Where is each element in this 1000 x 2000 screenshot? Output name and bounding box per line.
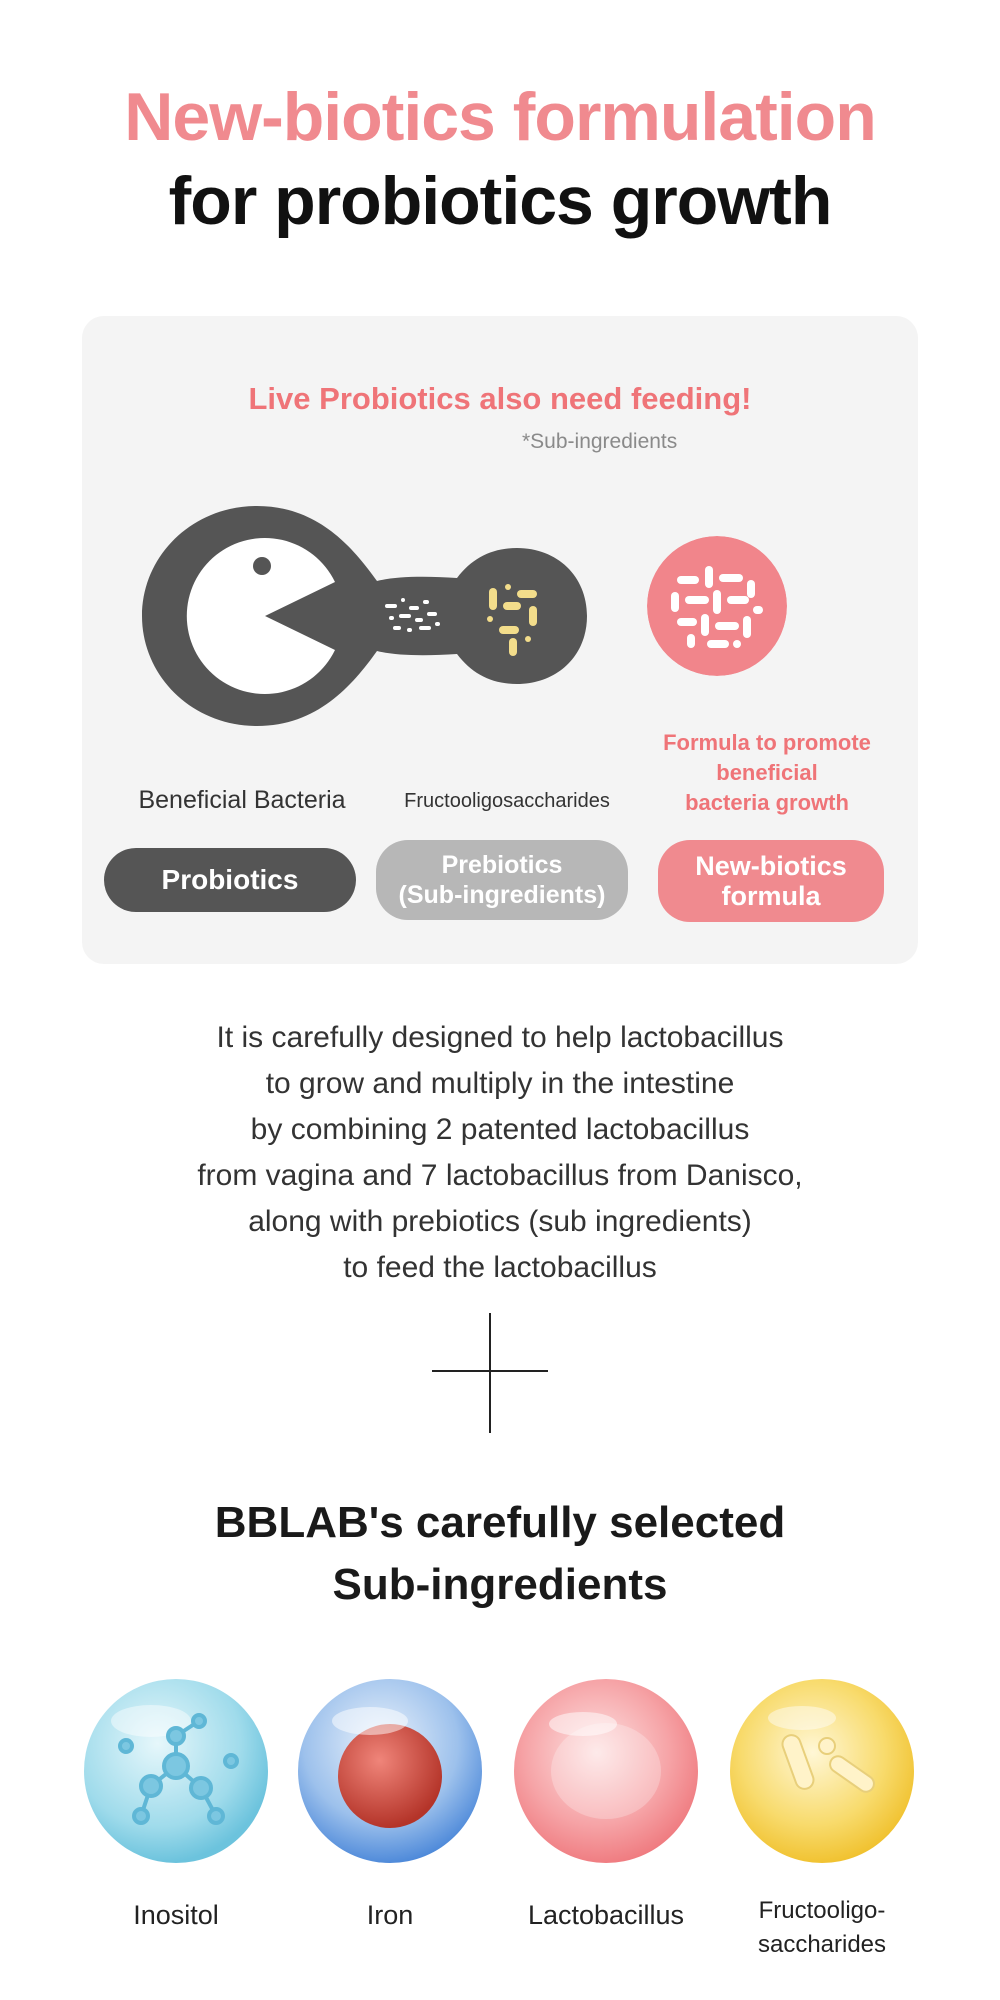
iron-sphere-icon: [295, 1676, 485, 1866]
panel-title: Live Probiotics also need feeding!: [248, 381, 752, 416]
sub-ingredients-title-line1: BBLAB's carefully selected: [214, 1498, 786, 1547]
pacman-bacteria-icon: [137, 486, 597, 746]
description: [0, 1015, 1000, 1291]
ingredient-label-line1: Fructooligo-: [758, 1897, 886, 1924]
ingredient-label: Inositol: [133, 1900, 219, 1930]
ingredient-inositol: [76, 1676, 276, 1932]
ingredient-label: Iron: [366, 1900, 414, 1930]
description-line: to feed the lactobacillus: [343, 1251, 657, 1284]
ingredient-fructooligosaccharides: [722, 1676, 922, 1962]
ingredient-lactobacillus: [506, 1676, 706, 1932]
probiotics-pill-label: Probiotics: [161, 864, 299, 895]
newbiotics-pill-line2: formula: [721, 881, 821, 911]
headline-line1: New-biotics formulation: [124, 79, 876, 155]
ingredient-iron: [290, 1676, 490, 1932]
inositol-molecule-icon: [81, 1676, 271, 1866]
caption-formula-line3: bacteria growth: [685, 790, 849, 815]
caption-formula: [642, 728, 892, 818]
description-line: by combining 2 patented lactobacillus: [250, 1113, 750, 1146]
probiotics-pill: [104, 848, 356, 912]
sub-ingredients-title: [0, 1492, 1000, 1616]
headline-line2: for probiotics growth: [168, 163, 832, 239]
newbiotics-pill-line1: New-biotics: [695, 851, 847, 881]
plus-icon: [430, 1313, 550, 1433]
ingredient-label: [722, 1894, 922, 1962]
prebiotics-pill: [376, 840, 628, 920]
description-line: It is carefully designed to help lactobacillus: [216, 1021, 784, 1054]
caption-formula-line2: beneficial: [716, 760, 818, 785]
prebiotics-pill-line1: Prebiotics: [441, 851, 563, 879]
ingredient-label: Lactobacillus: [527, 1900, 685, 1930]
newbiotics-bubble-icon: [647, 536, 787, 676]
newbiotics-pill: [658, 840, 884, 922]
description-line: along with prebiotics (sub ingredients): [248, 1205, 752, 1238]
lactobacillus-sphere-icon: [511, 1676, 701, 1866]
feeding-panel: [82, 316, 918, 964]
caption-fructooligosaccharides: Fructooligosaccharides: [404, 790, 610, 812]
description-line: from vagina and 7 lactobacillus from Danisco,: [197, 1159, 803, 1192]
panel-note: *Sub-ingredients: [522, 430, 678, 453]
prebiotics-pill-line2: (Sub-ingredients): [398, 881, 606, 909]
description-line: to grow and multiply in the intestine: [265, 1067, 735, 1100]
sub-ingredients-title-line2: Sub-ingredients: [332, 1560, 668, 1609]
ingredient-label-line2: saccharides: [757, 1931, 887, 1958]
caption-beneficial-bacteria: Beneficial Bacteria: [138, 786, 346, 814]
caption-formula-line1: Formula to promote: [663, 730, 871, 755]
fructooligosaccharides-sphere-icon: [727, 1676, 917, 1866]
